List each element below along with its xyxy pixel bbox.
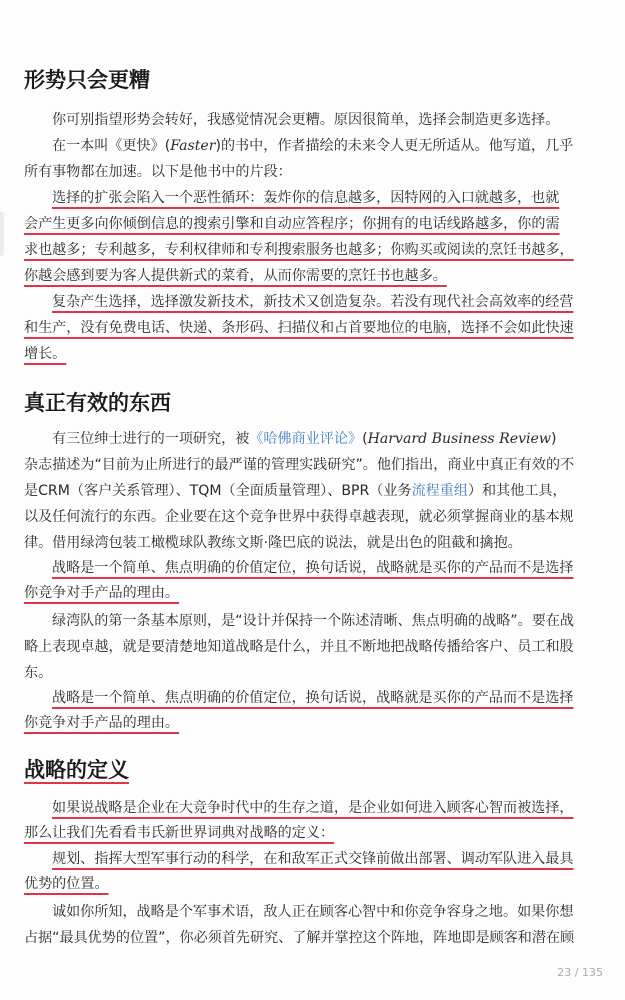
text-line: 绿湾队的第一条基本原则，是“设计并保持一个陈述清晰、焦点明确的战略”。要在战 [52, 613, 574, 629]
text-line: 是CRM（客户关系管理）、TQM（全面质量管理）、BPR（业务流程重组）和其他工具， [24, 483, 567, 499]
text-line: 有三位绅士进行的一项研究，被《哈佛商业评论》(Harvard Business Review) [52, 431, 557, 447]
highlighted-line: 那么让我们先看看韦氏新世界词典对战略的定义： [24, 825, 335, 841]
highlighted-line: 你竞争对手产品的理由。 [24, 585, 180, 601]
highlighted-line: 复杂产生选择，选择激发新技术，新技术又创造复杂。若没有现代社会高效率的经营 [52, 294, 574, 310]
highlighted-line: 战略是一个简单、焦点明确的价值定位，换句话说，战略就是买你的产品而不是选择 [52, 560, 574, 576]
highlighted-line: 你竞争对手产品的理由。 [24, 715, 180, 731]
highlighted-line: 如果说战略是企业在大竞争时代中的生存之道，是企业如何进入顾客心智而被选择， [52, 800, 574, 816]
text-line: 律。借用绿湾包装工橄榄球队教练文斯·隆巴底的说法，就是出色的阻截和擒抱。 [24, 535, 522, 551]
text-line: 所有事物都在加速。以下是他书中的片段： [24, 164, 292, 180]
section-heading-worse: 形势只会更糟 [24, 67, 150, 92]
text-line: 诚如你所知，战略是个军事术语，敌人正在顾客心智中和你竞争容身之地。如果你想 [52, 904, 574, 920]
highlighted-line: 增长。 [24, 346, 67, 362]
link-hbr[interactable]: 《哈佛商业评论》 [249, 431, 363, 447]
highlighted-line: 求也越多；专利越多，专利权律师和专利搜索服务也越多；你购买或阅读的烹饪书越多， [24, 242, 574, 258]
text-line: 占据“最具优势的位置”，你必须首先研究、了解并掌控这个阵地，阵地即是顾客和潜在顾 [24, 930, 575, 946]
highlighted-line: 选择的扩张会陷入一个恶性循环：轰炸你的信息越多，因特网的入口就越多，也就 [52, 190, 560, 206]
text-line: 略上表现卓越，就是要清楚地知道战略是什么，并且不断地把战略传播给客户、员工和股 [24, 639, 574, 655]
text-line: 以及任何流行的东西。企业要在这个竞争世界中获得卓越表现，就必须掌握商业的基本规 [24, 509, 574, 525]
text-line: 在一本叫《更快》(Faster)的书中，作者描绘的未来令人更无所适从。他写道，几乎 [52, 138, 574, 154]
text-line: 杂志描述为“目前为止所进行的最严谨的管理实践研究”。他们指出，商业中真正有效的不 [24, 457, 575, 473]
section-heading-definition: 战略的定义 [24, 757, 129, 782]
highlighted-line: 会产生更多向你倾倒信息的搜索引擎和自动应答程序；你拥有的电话线路越多，你的需 [24, 216, 560, 232]
side-drawer-handle[interactable] [0, 212, 4, 256]
link-bpr[interactable]: 流程重组 [411, 483, 468, 499]
text-line: 东。 [24, 665, 53, 681]
highlighted-line: 优势的位置。 [24, 876, 109, 892]
page-number: 23 / 135 [557, 966, 603, 979]
section-heading-effective: 真正有效的东西 [24, 390, 171, 415]
highlighted-line: 规划、指挥大型军事行动的科学，在和敌军正式交锋前做出部署、调动军队进入最具 [52, 851, 574, 867]
highlighted-line: 你越会感到要为客人提供新式的菜肴，从而你需要的烹饪书也越多。 [24, 268, 447, 284]
highlighted-line: 战略是一个简单、焦点明确的价值定位，换句话说，战略就是买你的产品而不是选择 [52, 690, 574, 706]
highlighted-line: 和生产，没有免费电话、快递、条形码、扫描仪和占首要地位的电脑，选择不会如此快速 [24, 320, 574, 336]
text-line: 你可别指望形势会转好，我感觉情况会更糟。原因很简单，选择会制造更多选择。 [52, 112, 560, 128]
